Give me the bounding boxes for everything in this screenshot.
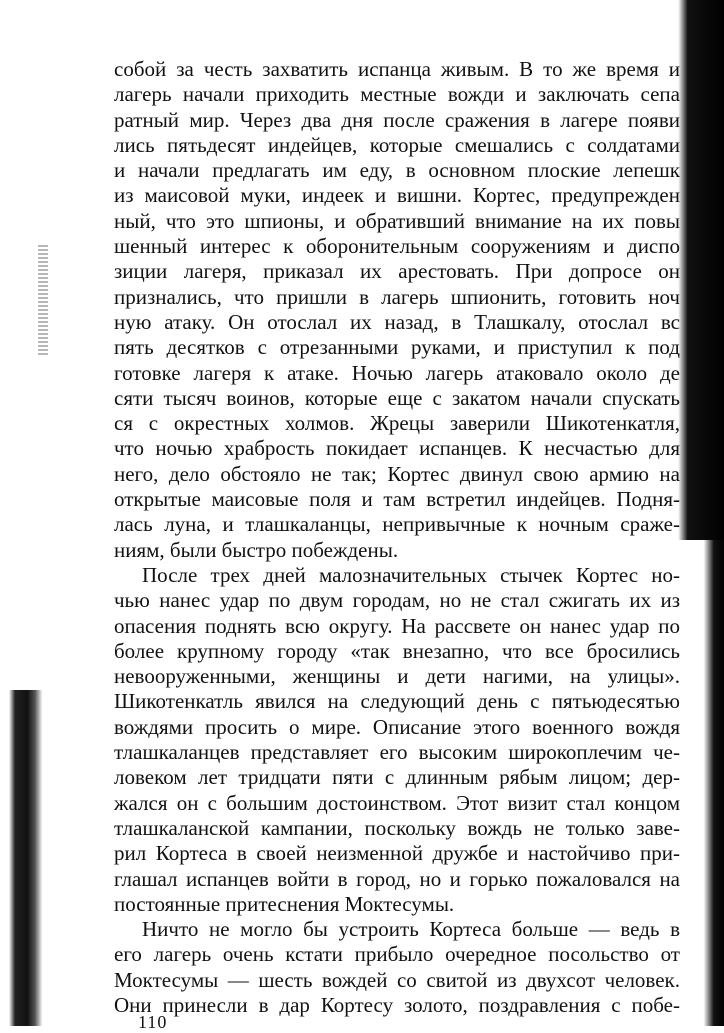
text-line: Моктесумы — шесть вождей со свитой из двухсот человек. xyxy=(114,967,680,992)
page-number: 110 xyxy=(138,1012,168,1032)
page-body-text xyxy=(114,57,680,1018)
scan-edge-right-lower xyxy=(690,540,724,1026)
text-line: более крупному городу «так внезапно, что все бросились xyxy=(114,638,680,663)
text-line: невооруженными, женщины и дети нагими, на улицы». xyxy=(114,664,680,689)
text-line: открытые маисовые поля и там встретил индейцев. Подня- xyxy=(114,487,680,512)
text-line: тлашкаланцев представляет его высоким широкоплечим че- xyxy=(114,740,680,765)
text-line: опасения поднять всю округу. На рассвете он нанес удар по xyxy=(114,613,680,638)
text-line: ся с окрестных холмов. Жрецы заверили Шикотенкатля, xyxy=(114,411,680,436)
text-line: что ночью храбрость покидает испанцев. К несчастью для xyxy=(114,436,680,461)
text-line: готовке лагеря к атаке. Ночью лагерь атаковало около де xyxy=(114,360,680,385)
text-line: из маисовой муки, индеек и вишни. Кортес, предупрежден xyxy=(114,183,680,208)
text-line: признались, что пришли в лагерь шпионить, готовить ноч xyxy=(114,284,680,309)
text-line: лись пятьдесят индейцев, которые смешались с солдатами xyxy=(114,132,680,157)
text-line: вождями просить о мире. Описание этого военного вождя xyxy=(114,714,680,739)
text-line: ную атаку. Он отослал их назад, в Тлашкалу, отослал вс xyxy=(114,309,680,334)
text-line: собой за честь захватить испанца живым. В то же время и xyxy=(114,57,680,81)
text-line: Они принесли в дар Кортесу золото, поздравления с побе- xyxy=(114,992,680,1017)
text-line: шенный интерес к оборонительным сооружениям и диспо xyxy=(114,234,680,259)
text-line: него, дело обстояло не так; Кортес двинул свою армию на xyxy=(114,461,680,486)
text-line: зиции лагеря, приказал их арестовать. При допросе он xyxy=(114,259,680,284)
text-line: и начали предлагать им еду, в основном плоские лепешк xyxy=(114,158,680,183)
text-line: его лагерь очень кстати прибыло очередное посольство от xyxy=(114,942,680,967)
text-line: ный, что это шпионы, и обративший внимание на их повы xyxy=(114,208,680,233)
text-line: рил Кортеса в своей неизменной дружбе и настойчиво при- xyxy=(114,841,680,866)
text-line: глашал испанцев войти в город, но и горько пожаловался на xyxy=(114,866,680,891)
text-line: сяти тысяч воинов, которые еще с закатом начали спускать xyxy=(114,385,680,410)
text-line: лась луна, и тлашкаланцы, непривычные к ночным сраже- xyxy=(114,512,680,537)
text-line: лагерь начали приходить местные вожди и заключать сепа xyxy=(114,82,680,107)
text-line: ниям, были быстро побеждены. xyxy=(114,537,399,562)
text-line: тлашкаланской кампании, поскольку вождь не только заве- xyxy=(114,815,680,840)
text-line: постоянные притеснения Моктесумы. xyxy=(114,891,455,916)
text-line: ратный мир. Через два дня после сражения в лагере появи xyxy=(114,107,680,132)
text-line: пять десятков с отрезанными руками, и приступил к под xyxy=(114,335,680,360)
text-line: жался он с большим достоинством. Этот визит стал концом xyxy=(114,790,680,815)
scan-edge-left xyxy=(0,690,50,1026)
scan-edge-left-top xyxy=(38,245,48,355)
text-line: чью нанес удар по двум городам, но не стал сжигать их из xyxy=(114,588,680,613)
text-line: Шикотенкатль явился на следующий день с пятьюдесятью xyxy=(114,689,680,714)
text-line: После трех дней малозначительных стычек Кортес но- xyxy=(142,562,680,587)
text-line: ловеком лет тридцати пяти с длинным рябым лицом; дер- xyxy=(114,765,680,790)
text-line: Ничто не могло бы устроить Кортеса больше — ведь в xyxy=(142,917,680,942)
